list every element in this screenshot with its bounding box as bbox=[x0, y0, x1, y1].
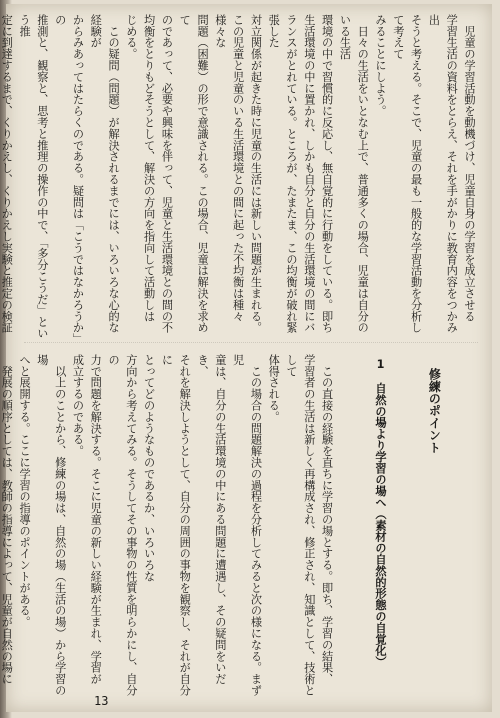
text-column: のであって、必要や興味を伴って、児童と生活環境との間の不 bbox=[160, 14, 174, 334]
page-number: 13 bbox=[94, 694, 109, 708]
text-column: この疑問（問題）が解決されるまでには、いろいろな心的な経験が bbox=[89, 14, 121, 334]
text-column: 童は、自分の生活環境の中にある問題に遭遇し、その疑問をいだき、 bbox=[196, 354, 227, 685]
text-column: みることにしよう。 bbox=[374, 14, 388, 117]
text-column: 推測と、観察と、思考と推理の操作の中で、「多分こうだ」という推 bbox=[18, 14, 49, 339]
text-column: じめる。 bbox=[124, 14, 138, 60]
text-column: へと展開する。ここに学習の指導のポイントがある。 bbox=[18, 354, 32, 628]
section-subheading: 1 自然の場より学習の場へ（素材の自然的形態の自覚化） bbox=[374, 358, 388, 668]
text-column: 体得される。 bbox=[267, 354, 281, 423]
text-column: 発展の順序としては、教師の指導によって、児童が自然の場に bbox=[0, 354, 14, 685]
upper-text-block bbox=[0, 14, 478, 340]
text-column: そうと考える。そこで、児童の最も一般的な学習活動を分析して考えて bbox=[391, 14, 423, 334]
text-column: 児童の学習活動を動機づけ、児童自身の学習を成立させる bbox=[463, 14, 476, 322]
text-column: 問題（困難）の形で意識される。この場合、児童は解決を求めて bbox=[178, 14, 210, 334]
text-column: 均衡をとりもどそうとして、解決の方向を指向して活動しは bbox=[142, 14, 156, 322]
text-column: 定に到達するまで、くりかえし、くりかえし実験と推定の検証 bbox=[0, 14, 14, 334]
text-column: 学習者の生活は新しく再構成され、修正され、知識として、技術として bbox=[285, 354, 316, 696]
text-column: この児童と児童のいる生活環境との間に起った不均衡は種々様々な bbox=[213, 14, 245, 322]
text-column: 方向から考えてみる。そうしてその事物の性質を明らかにし、自分の bbox=[107, 354, 138, 696]
text-column: 生活環境の中に置かれ、しかも自分と自分の生活環境の間にバ bbox=[302, 14, 316, 334]
text-column: からみあってはたらくのである。疑問は「こうではなかろうか」の bbox=[53, 14, 85, 339]
section-divider bbox=[24, 342, 478, 343]
text-column: 日々の生活をいとなむ上で、普通多くの場合、児童は自分のいる生活 bbox=[338, 14, 370, 334]
text-column: 対立関係が起きた時に児童の生活には新しい問題が生まれる。 bbox=[249, 14, 263, 334]
text-column: 以上のことから、修練の場は、自然の場（生活の場）から学習の場 bbox=[35, 354, 67, 696]
text-column: 学習生活の資料をとらえ、それを手がかりに教育内容をつかみ出 bbox=[427, 14, 459, 334]
text-column: 成立するのである。 bbox=[71, 354, 85, 457]
text-column: それを解決しようとして、自分の周囲の事物を観察し、それが自分に bbox=[160, 354, 192, 696]
section-heading: 修練のポイント bbox=[427, 368, 442, 454]
text-column: 環境の中で習慣的に反応し、無自覚的に行動をしている。即ち bbox=[320, 14, 334, 334]
book-page bbox=[0, 4, 492, 712]
text-column: この場合の問題解決の過程を分析してみると次の様になる。まず児 bbox=[231, 354, 263, 696]
lower-text-block bbox=[0, 354, 478, 704]
text-column: とってどのようなものであるか、いろいろな bbox=[142, 354, 156, 582]
text-column: この直接の経験を直ちに学習の場とする。即ち、学習の結果、 bbox=[320, 354, 334, 685]
text-column: ランスがとれている。ところが、たまたま、この均衡が破れ緊張した bbox=[267, 14, 299, 334]
text-column: 力で問題を解決する。そこに児童の新しい経験が生まれ、学習が bbox=[89, 354, 103, 685]
